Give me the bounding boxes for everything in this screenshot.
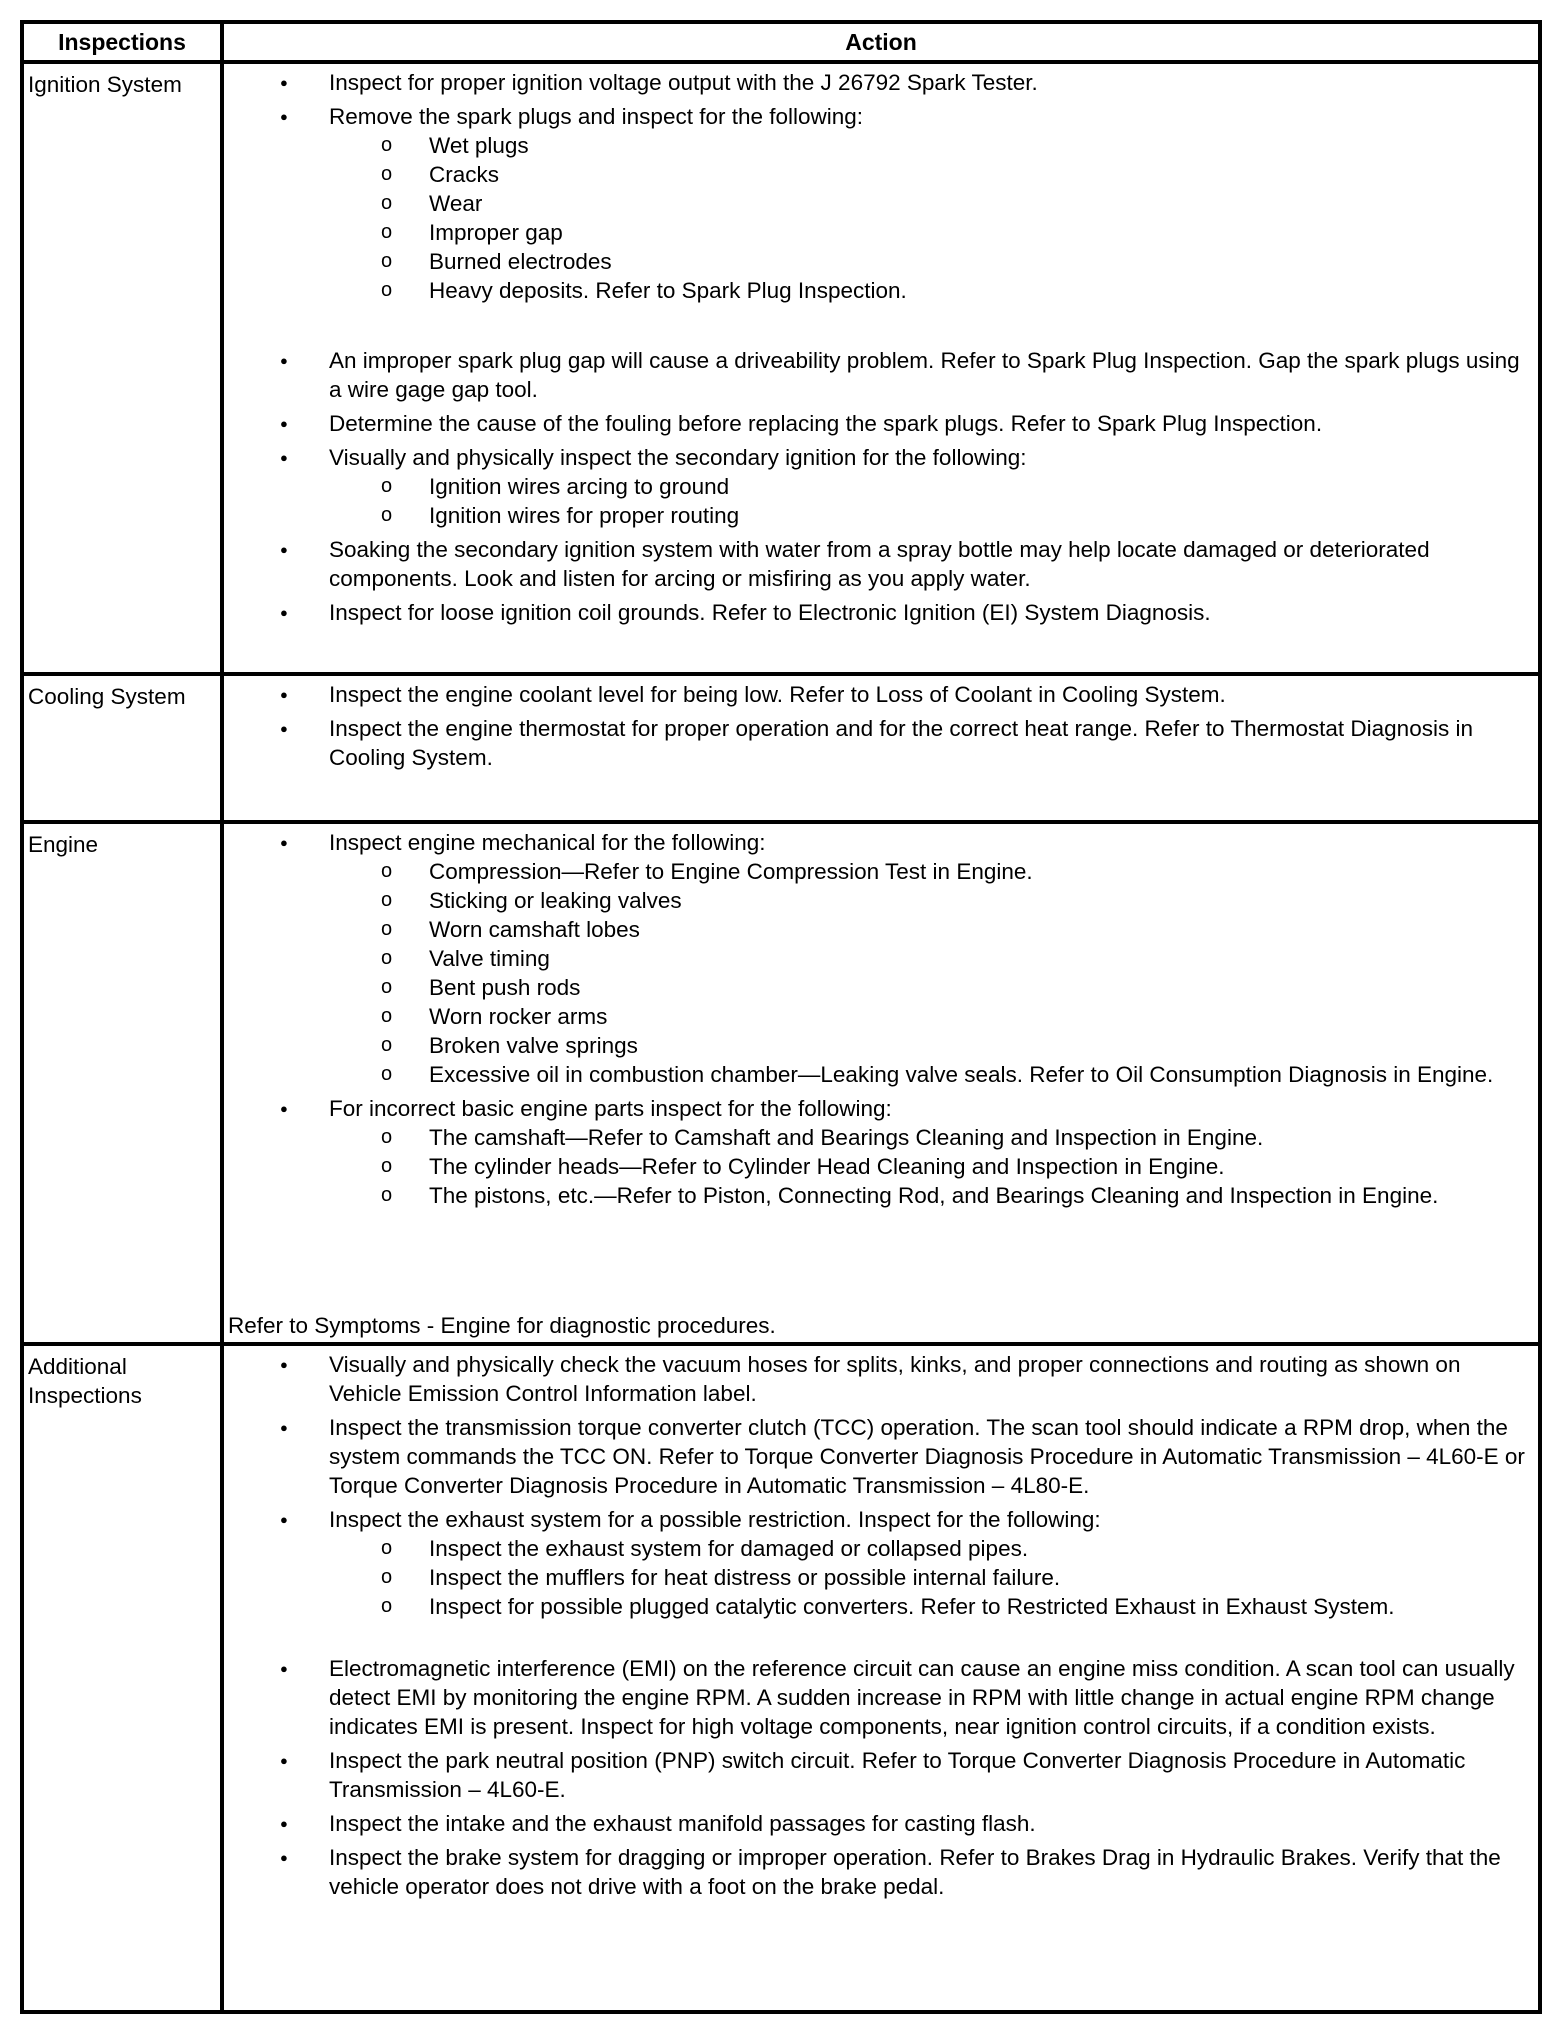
circle-bullet-icon: o: [381, 1155, 393, 1177]
row-additional-inspections: [22, 1344, 1540, 2012]
actions-engine: [222, 822, 1540, 1344]
sub-list-item: o Improper gap: [381, 220, 563, 245]
list-item: ● Electromagnetic interference (EMI) on the reference circuit can cause an engine miss condition. A scan tool can usually detect EMI by monitoring the engine RPM. A sudden increase in RPM with little change in actual engine RPM change indicates EMI is present. Inspect for high voltage components, near ignition control circuits, if a condition exists.: [224, 1654, 1532, 1741]
sub-list-item: o The camshaft—Refer to Camshaft and Bearings Cleaning and Inspection in Engine.: [381, 1125, 1264, 1150]
bullet-icon: [280, 1505, 288, 1537]
list-item: ● Visually and physically check the vacuum hoses for splits, kinks, and proper connections and routing as shown on Vehicle Emission Control Information label.: [224, 1350, 1532, 1408]
bullet-icon: [280, 680, 288, 712]
circle-bullet-icon: o: [381, 860, 393, 882]
circle-bullet-icon: o: [381, 221, 393, 243]
list-item: ● For incorrect basic engine parts inspect for the following: o The camshaft—Refer to Camshaft and Bearings Cleaning and Inspection in Engine. o The cylinder heads—Refer to Cylinder Head Cleaning and Inspection in Engine. o The pistons, etc.—Refer to Piston, Connecting Rod, and Bearings Cleaning and Inspection in Engine.: [224, 1094, 1532, 1210]
bullet-icon: [280, 828, 288, 860]
list-item: ● Soaking the secondary ignition system with water from a spray bottle may help locate damaged or deteriorated components. Look and listen for arcing or misfiring as you apply water.: [224, 535, 1532, 593]
sub-list-item: o Valve timing: [381, 946, 550, 971]
circle-bullet-icon: o: [381, 947, 393, 969]
sub-list-item: o Broken valve springs: [381, 1033, 638, 1058]
sub-list-item: o Inspect the mufflers for heat distress or possible internal failure.: [381, 1565, 1061, 1590]
bullet-icon: [280, 1809, 288, 1841]
sub-list-item: o Sticking or leaking valves: [381, 888, 682, 913]
row-ignition-system: [22, 62, 1540, 674]
list-item: ● Remove the spark plugs and inspect for the following: o Wet plugs o Cracks o Wear o Improper gap o Burned electrodes o Heavy deposits. Refer to Spark Plug Inspection.: [224, 102, 1532, 341]
header-action: Action: [222, 22, 1540, 62]
bullet-icon: [280, 1350, 288, 1382]
row-cooling-system: [22, 674, 1540, 822]
engine-note: Refer to Symptoms - Engine for diagnostic procedures.: [228, 1313, 776, 1338]
actions-additional: [222, 1344, 1540, 2012]
sub-list-item: o Excessive oil in combustion chamber—Leaking valve seals. Refer to Oil Consumption Diagnosis in Engine.: [381, 1062, 1494, 1087]
category-engine: Engine: [22, 822, 222, 1344]
bullet-icon: [280, 714, 288, 746]
inspection-table-wrapper: [20, 20, 1542, 2014]
list-item: ● Inspect the engine coolant level for being low. Refer to Loss of Coolant in Cooling System.: [224, 680, 1532, 709]
circle-bullet-icon: o: [381, 504, 393, 526]
bullet-icon: [280, 1094, 288, 1126]
bullet-icon: [280, 1843, 288, 1875]
sub-list-item: o Bent push rods: [381, 975, 581, 1000]
bullet-icon: [280, 346, 288, 378]
sub-list-item: o Heavy deposits. Refer to Spark Plug Inspection.: [381, 278, 907, 303]
circle-bullet-icon: o: [381, 250, 393, 272]
circle-bullet-icon: o: [381, 1005, 393, 1027]
bullet-icon: [280, 443, 288, 475]
bullet-icon: [280, 598, 288, 630]
circle-bullet-icon: o: [381, 134, 393, 156]
circle-bullet-icon: o: [381, 918, 393, 940]
list-item: ● Determine the cause of the fouling before replacing the spark plugs. Refer to Spark Plug Inspection.: [224, 409, 1532, 438]
circle-bullet-icon: o: [381, 889, 393, 911]
list-item: ● Inspect the engine thermostat for proper operation and for the correct heat range. Refer to Thermostat Diagnosis in Cooling System.: [224, 714, 1532, 772]
category-cooling: Cooling System: [22, 674, 222, 822]
bullet-icon: [280, 102, 288, 134]
header-row: [22, 22, 1540, 62]
circle-bullet-icon: o: [381, 192, 393, 214]
row-engine: [22, 822, 1540, 1344]
category-additional: Additional Inspections: [22, 1344, 222, 2012]
sub-list-item: o The pistons, etc.—Refer to Piston, Connecting Rod, and Bearings Cleaning and Inspection in Engine.: [381, 1183, 1439, 1208]
circle-bullet-icon: o: [381, 976, 393, 998]
list-item: ● An improper spark plug gap will cause a driveability problem. Refer to Spark Plug Inspection. Gap the spark plugs using a wire gage gap tool.: [224, 346, 1532, 404]
inspection-table: [20, 20, 1542, 2014]
list-item: ● Inspect the exhaust system for a possible restriction. Inspect for the following: o Inspect the exhaust system for damaged or collapsed pipes. o Inspect the mufflers for heat distress or possible internal failure. o Inspect for possible plugged catalytic converters. Refer to Restricted Exhaust in Exhaust System.: [224, 1505, 1532, 1649]
list-item: ● Inspect the intake and the exhaust manifold passages for casting flash.: [224, 1809, 1532, 1838]
bullet-icon: [280, 68, 288, 100]
bullet-icon: [280, 535, 288, 567]
circle-bullet-icon: o: [381, 1126, 393, 1148]
circle-bullet-icon: o: [381, 1566, 393, 1588]
sub-list-item: o Inspect for possible plugged catalytic converters. Refer to Restricted Exhaust in Exhaust System.: [381, 1594, 1395, 1619]
sub-list-item: o Worn camshaft lobes: [381, 917, 640, 942]
list-item: ● Inspect the transmission torque converter clutch (TCC) operation. The scan tool should indicate a RPM drop, when the system commands the TCC ON. Refer to Torque Converter Diagnosis Procedure in Automatic Transmission – 4L60-E or Torque Converter Diagnosis Procedure in Automatic Transmission – 4L80-E.: [224, 1413, 1532, 1500]
sub-list-item: o Ignition wires arcing to ground: [381, 474, 730, 499]
sub-list-item: o The cylinder heads—Refer to Cylinder Head Cleaning and Inspection in Engine.: [381, 1154, 1225, 1179]
bullet-icon: [280, 1654, 288, 1686]
circle-bullet-icon: o: [381, 163, 393, 185]
list-item: ● Visually and physically inspect the secondary ignition for the following: o Ignition wires arcing to ground o Ignition wires for proper routing: [224, 443, 1532, 530]
sub-list-item: o Wear: [381, 191, 483, 216]
circle-bullet-icon: o: [381, 279, 393, 301]
actions-ignition: [222, 62, 1540, 674]
circle-bullet-icon: o: [381, 475, 393, 497]
list-item: ● Inspect for proper ignition voltage output with the J 26792 Spark Tester.: [224, 68, 1532, 97]
list-item: ● Inspect engine mechanical for the following: o Compression—Refer to Engine Compression Test in Engine. o Sticking or leaking valves o Worn camshaft lobes o Valve timing o Bent push rods o Worn rocker arms o Broken valve springs o Excessive oil in combustion chamber—Leaking valve seals. Refer to Oil Consumption Diagnosis in Engine.: [224, 828, 1532, 1089]
list-item: ● Inspect the brake system for dragging or improper operation. Refer to Brakes Drag in Hydraulic Brakes. Verify that the vehicle operator does not drive with a foot on the brake pedal.: [224, 1843, 1532, 1901]
sub-list-item: o Cracks: [381, 162, 500, 187]
circle-bullet-icon: o: [381, 1063, 393, 1085]
circle-bullet-icon: o: [381, 1595, 393, 1617]
bullet-icon: [280, 409, 288, 441]
sub-list-item: o Inspect the exhaust system for damaged or collapsed pipes.: [381, 1536, 1029, 1561]
circle-bullet-icon: o: [381, 1184, 393, 1206]
sub-list-item: o Wet plugs: [381, 133, 529, 158]
circle-bullet-icon: o: [381, 1537, 393, 1559]
actions-cooling: [222, 674, 1540, 822]
sub-list-item: o Burned electrodes: [381, 249, 612, 274]
sub-list-item: o Worn rocker arms: [381, 1004, 608, 1029]
list-item: ● Inspect for loose ignition coil grounds. Refer to Electronic Ignition (EI) System Diagnosis.: [224, 598, 1532, 627]
circle-bullet-icon: o: [381, 1034, 393, 1056]
bullet-icon: [280, 1413, 288, 1445]
category-ignition: Ignition System: [22, 62, 222, 674]
header-inspections: Inspections: [22, 22, 222, 62]
sub-list-item: o Compression—Refer to Engine Compression Test in Engine.: [381, 859, 1033, 884]
list-item: ● Inspect the park neutral position (PNP) switch circuit. Refer to Torque Converter Diagnosis Procedure in Automatic Transmission – 4L60-E.: [224, 1746, 1532, 1804]
sub-list-item: o Ignition wires for proper routing: [381, 503, 740, 528]
bullet-icon: [280, 1746, 288, 1778]
